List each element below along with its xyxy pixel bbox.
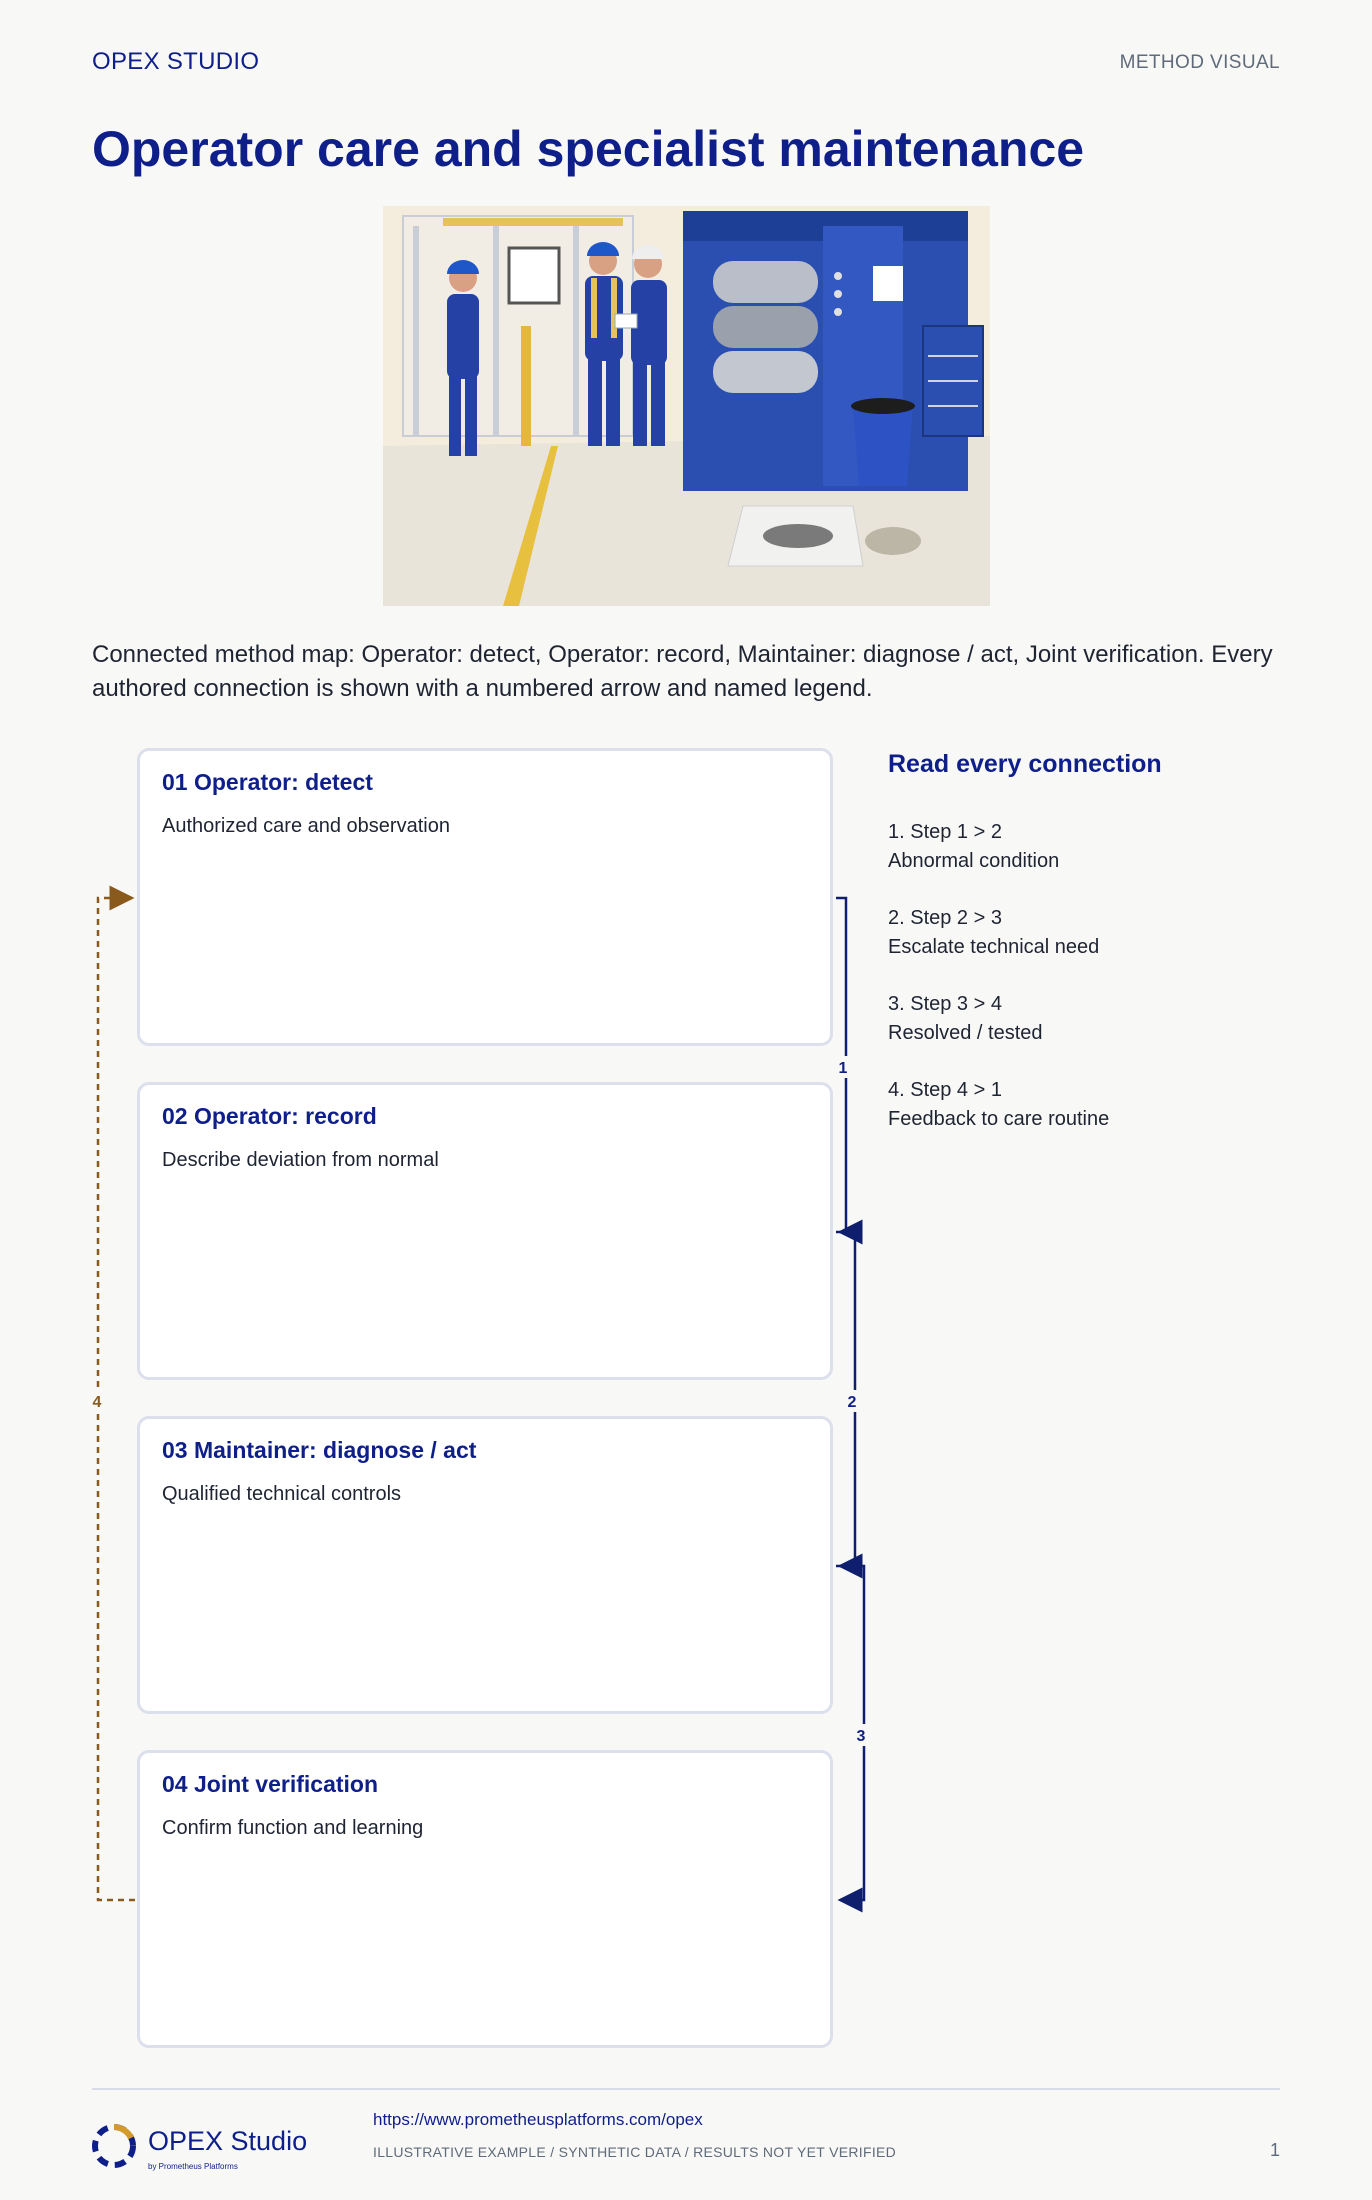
footer-logo-text: OPEX Studio bbox=[148, 2126, 308, 2156]
legend-label: Resolved / tested bbox=[888, 1022, 1043, 1044]
page-number: 1 bbox=[1269, 2140, 1280, 2160]
step-title: 04 Joint verification bbox=[162, 1771, 379, 1797]
legend-route: 2. Step 2 > 3 bbox=[888, 907, 1002, 929]
legend-label: Abnormal condition bbox=[888, 850, 1060, 872]
legend-label: Feedback to care routine bbox=[888, 1108, 1110, 1130]
footer-logo-subtitle: by Prometheus Platforms bbox=[148, 2162, 238, 2171]
page-title: Operator care and specialist maintenance bbox=[92, 121, 1085, 177]
legend-title: Read every connection bbox=[888, 750, 1162, 778]
step-description: Authorized care and observation bbox=[162, 815, 450, 837]
document-type-label: METHOD VISUAL bbox=[1119, 52, 1280, 73]
intro-paragraph: Connected method map: Operator: detect, Operator: record, Maintainer: diagnose / act, Joint verification. Every authored connection is shown with a numbered arrow and named legend. bbox=[92, 641, 1273, 702]
legend-route: 3. Step 3 > 4 bbox=[888, 993, 1002, 1015]
connection-4-number: 4 bbox=[92, 1394, 102, 1411]
opex-logo-icon bbox=[90, 2122, 138, 2170]
legend-item-1 bbox=[888, 818, 1059, 876]
brand-label: OPEX STUDIO bbox=[92, 48, 260, 75]
step-description: Qualified technical controls bbox=[162, 1483, 402, 1505]
step-title: 03 Maintainer: diagnose / act bbox=[162, 1437, 477, 1463]
legend-label: Escalate technical need bbox=[888, 936, 1100, 958]
step-title: 02 Operator: record bbox=[162, 1103, 377, 1129]
connection-3-number: 3 bbox=[856, 1728, 866, 1745]
legend-item-2 bbox=[888, 904, 1099, 962]
legend-route: 1. Step 1 > 2 bbox=[888, 821, 1002, 843]
connection-1-number: 1 bbox=[838, 1060, 848, 1077]
legend-item-3 bbox=[888, 990, 1043, 1048]
step-title: 01 Operator: detect bbox=[162, 769, 373, 795]
connection-2-number: 2 bbox=[847, 1394, 857, 1411]
step-description: Describe deviation from normal bbox=[162, 1149, 439, 1171]
legend-route: 4. Step 4 > 1 bbox=[888, 1079, 1002, 1101]
step-description: Confirm function and learning bbox=[162, 1817, 424, 1839]
footer-divider bbox=[92, 2088, 1280, 2090]
footer-url-link[interactable]: https://www.prometheusplatforms.com/opex bbox=[373, 2110, 703, 2129]
legend-item-4 bbox=[888, 1076, 1109, 1134]
footer-disclaimer: ILLUSTRATIVE EXAMPLE / SYNTHETIC DATA / RESULTS NOT YET VERIFIED bbox=[373, 2144, 897, 2160]
